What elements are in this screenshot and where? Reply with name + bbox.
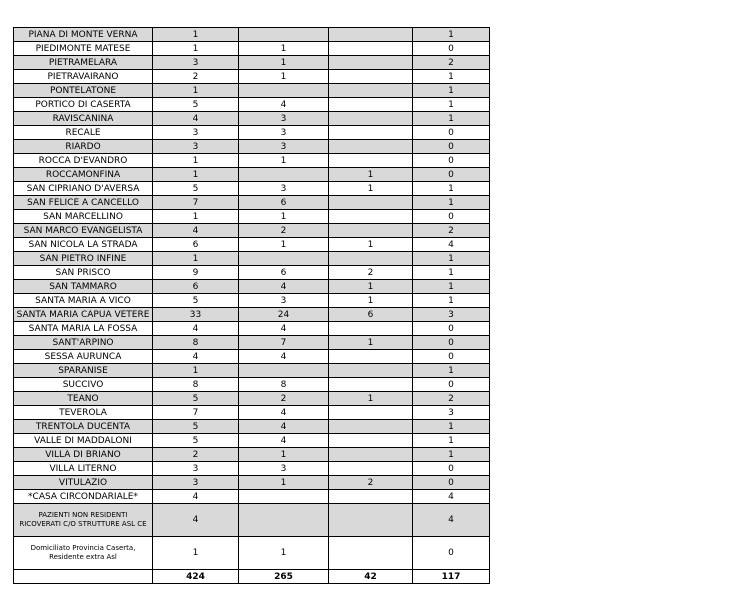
recovered-cell: 4 [239,280,329,294]
recovered-cell: 1 [239,448,329,462]
deceased-cell [329,406,413,420]
municipality-cell: SAN CIPRIANO D'AVERSA [14,182,153,196]
recovered-cell [239,252,329,266]
total-cases-cell: 2 [153,448,239,462]
deceased-cell [329,434,413,448]
municipality-cell [14,504,153,537]
positive-cell: 1 [413,364,490,378]
table-row [14,28,490,42]
positive-cell: 1 [413,84,490,98]
positive-cell: 4 [413,490,490,504]
table-row [14,490,490,504]
recovered-cell [239,28,329,42]
positive-cell: 1 [413,182,490,196]
positive-cell: 0 [413,336,490,350]
municipality-cell: SESSA AURUNCA [14,350,153,364]
recovered-cell [239,364,329,378]
deceased-cell [329,504,413,537]
total-cases-cell: 7 [153,196,239,210]
municipality-cell: TEANO [14,392,153,406]
table-row [14,112,490,126]
deceased-cell [329,448,413,462]
positive-cell: 4 [413,504,490,537]
recovered-cell: 1 [239,210,329,224]
recovered-cell: 4 [239,434,329,448]
table-row [14,392,490,406]
table-row [14,266,490,280]
recovered-cell: 4 [239,98,329,112]
table-row [14,420,490,434]
positive-cell: 2 [413,224,490,238]
total-cases-cell: 1 [153,28,239,42]
recovered-cell: 2 [239,392,329,406]
recovered-cell: 4 [239,322,329,336]
table-row [14,462,490,476]
deceased-cell [329,224,413,238]
positive-cell: 1 [413,98,490,112]
deceased-cell [329,537,413,570]
total-cases-cell: 1 [153,84,239,98]
total-cases-cell: 4 [153,224,239,238]
table-row [14,210,490,224]
recovered-cell: 6 [239,196,329,210]
deceased-cell [329,70,413,84]
total-cases-cell: 6 [153,280,239,294]
recovered-cell: 3 [239,462,329,476]
municipality-cell: PIEDIMONTE MATESE [14,42,153,56]
table-row [14,84,490,98]
municipality-cell: PONTELATONE [14,84,153,98]
positive-cell: 0 [413,462,490,476]
total-cases-cell: 5 [153,294,239,308]
total-cases-cell: 3 [153,56,239,70]
deceased-cell [329,252,413,266]
note-line: Residente extra Asl [49,553,117,561]
positive-cell: 0 [413,210,490,224]
table-row [14,294,490,308]
municipality-cell: VILLA DI BRIANO [14,448,153,462]
total-cases-cell: 2 [153,70,239,84]
table-row [14,70,490,84]
total-cases-cell: 7 [153,406,239,420]
deceased-cell [329,98,413,112]
positive-cell: 0 [413,126,490,140]
table-row [14,196,490,210]
municipality-cell: PORTICO DI CASERTA [14,98,153,112]
positive-cell: 1 [413,448,490,462]
municipality-cell: VILLA LITERNO [14,462,153,476]
municipality-cell: RECALE [14,126,153,140]
positive-cell: 117 [413,570,490,584]
municipality-cell: SANTA MARIA A VICO [14,294,153,308]
positive-cell: 1 [413,280,490,294]
municipality-cell: TEVEROLA [14,406,153,420]
positive-cell: 0 [413,154,490,168]
total-cases-cell: 5 [153,420,239,434]
note-line: PAZIENTI NON RESIDENTI [38,511,128,519]
recovered-cell: 2 [239,224,329,238]
positive-cell: 4 [413,238,490,252]
recovered-cell [239,490,329,504]
positive-cell: 0 [413,168,490,182]
recovered-cell: 1 [239,537,329,570]
total-cases-cell: 6 [153,238,239,252]
table-row [14,56,490,70]
total-cases-cell: 8 [153,378,239,392]
recovered-cell: 3 [239,140,329,154]
deceased-cell: 1 [329,336,413,350]
total-cases-cell: 4 [153,504,239,537]
recovered-cell: 1 [239,42,329,56]
municipality-cell: RAVISCANINA [14,112,153,126]
municipality-cell: SANTA MARIA CAPUA VETERE [14,308,153,322]
recovered-cell [239,168,329,182]
positive-cell: 1 [413,434,490,448]
table-row [14,364,490,378]
total-cases-cell: 1 [153,210,239,224]
positive-cell: 0 [413,42,490,56]
table-row [14,140,490,154]
total-cases-cell: 1 [153,154,239,168]
positive-cell: 0 [413,476,490,490]
recovered-cell: 1 [239,476,329,490]
recovered-cell: 4 [239,406,329,420]
deceased-cell: 42 [329,570,413,584]
municipality-cell: PIANA DI MONTE VERNA [14,28,153,42]
municipality-cell: ROCCA D'EVANDRO [14,154,153,168]
recovered-cell: 24 [239,308,329,322]
deceased-cell [329,420,413,434]
recovered-cell: 7 [239,336,329,350]
table-row [14,280,490,294]
table-row [14,182,490,196]
positive-cell: 0 [413,537,490,570]
municipality-cell: SUCCIVO [14,378,153,392]
municipality-cell: SANTA MARIA LA FOSSA [14,322,153,336]
municipality-cell: SANT'ARPINO [14,336,153,350]
table-row [14,238,490,252]
table-row [14,98,490,112]
municipality-cell: RIARDO [14,140,153,154]
deceased-cell: 1 [329,238,413,252]
municipality-cell: SPARANISE [14,364,153,378]
deceased-cell [329,28,413,42]
recovered-cell: 6 [239,266,329,280]
positive-cell: 1 [413,196,490,210]
municipality-cell: *CASA CIRCONDARIALE* [14,490,153,504]
municipality-cell: SAN PIETRO INFINE [14,252,153,266]
recovered-cell: 1 [239,70,329,84]
positive-cell: 2 [413,56,490,70]
table-row [14,42,490,56]
municipality-cell: PIETRAMELARA [14,56,153,70]
deceased-cell [329,322,413,336]
positive-cell: 3 [413,308,490,322]
table-row [14,154,490,168]
deceased-cell [329,462,413,476]
total-cases-cell: 1 [153,42,239,56]
positive-cell: 3 [413,406,490,420]
municipality-cell: SAN FELICE A CANCELLO [14,196,153,210]
deceased-cell [329,378,413,392]
table-row [14,322,490,336]
recovered-cell: 1 [239,238,329,252]
total-cases-cell: 5 [153,434,239,448]
deceased-cell [329,154,413,168]
municipality-cell: SAN MARCELLINO [14,210,153,224]
positive-cell: 1 [413,420,490,434]
total-cases-cell: 8 [153,336,239,350]
deceased-cell [329,42,413,56]
positive-cell: 2 [413,392,490,406]
total-cases-cell: 33 [153,308,239,322]
deceased-cell: 1 [329,392,413,406]
total-cases-cell: 5 [153,182,239,196]
total-cases-cell: 3 [153,476,239,490]
total-cases-cell: 1 [153,252,239,266]
table-row [14,350,490,364]
recovered-cell: 4 [239,420,329,434]
deceased-cell [329,56,413,70]
deceased-cell [329,364,413,378]
positive-cell: 0 [413,350,490,364]
data-table-container [13,27,489,584]
recovered-cell: 3 [239,294,329,308]
total-cases-cell: 4 [153,112,239,126]
deceased-cell: 1 [329,294,413,308]
total-cases-cell: 3 [153,462,239,476]
table-row [14,406,490,420]
total-cases-cell: 9 [153,266,239,280]
table-row [14,448,490,462]
municipality-cases-table [13,27,490,584]
deceased-cell [329,350,413,364]
total-cases-cell: 1 [153,537,239,570]
deceased-cell [329,490,413,504]
positive-cell: 0 [413,378,490,392]
municipality-cell: SAN PRISCO [14,266,153,280]
deceased-cell: 6 [329,308,413,322]
note-line: Domiciliato Provincia Caserta, [30,544,136,552]
municipality-cell: ROCCAMONFINA [14,168,153,182]
municipality-cell: SAN TAMMARO [14,280,153,294]
table-row [14,126,490,140]
note-row [14,537,490,570]
recovered-cell [239,84,329,98]
table-row [14,308,490,322]
deceased-cell: 1 [329,168,413,182]
deceased-cell [329,210,413,224]
positive-cell: 0 [413,322,490,336]
recovered-cell: 265 [239,570,329,584]
positive-cell: 1 [413,252,490,266]
table-row [14,476,490,490]
total-cases-cell: 3 [153,126,239,140]
positive-cell: 1 [413,294,490,308]
municipality-cell: PIETRAVAIRANO [14,70,153,84]
totals-row [14,570,490,584]
recovered-cell: 4 [239,350,329,364]
recovered-cell: 1 [239,56,329,70]
table-row [14,168,490,182]
note-line: RICOVERATI C/O STRUTTURE ASL CE [19,520,147,528]
deceased-cell: 1 [329,280,413,294]
deceased-cell [329,196,413,210]
positive-cell: 1 [413,266,490,280]
recovered-cell: 3 [239,182,329,196]
municipality-cell: SAN MARCO EVANGELISTA [14,224,153,238]
recovered-cell [239,504,329,537]
deceased-cell [329,84,413,98]
table-body [14,28,490,584]
deceased-cell: 1 [329,182,413,196]
total-cases-cell: 5 [153,98,239,112]
municipality-cell: SAN NICOLA LA STRADA [14,238,153,252]
table-row [14,252,490,266]
municipality-cell [14,537,153,570]
total-cases-cell: 3 [153,140,239,154]
deceased-cell: 2 [329,266,413,280]
total-cases-cell: 5 [153,392,239,406]
note-row [14,504,490,537]
deceased-cell [329,140,413,154]
table-row [14,434,490,448]
municipality-cell [14,570,153,584]
positive-cell: 0 [413,140,490,154]
recovered-cell: 3 [239,126,329,140]
deceased-cell: 2 [329,476,413,490]
positive-cell: 1 [413,28,490,42]
table-row [14,378,490,392]
table-row [14,336,490,350]
total-cases-cell: 4 [153,490,239,504]
municipality-cell: VITULAZIO [14,476,153,490]
positive-cell: 1 [413,70,490,84]
deceased-cell [329,126,413,140]
municipality-cell: VALLE DI MADDALONI [14,434,153,448]
total-cases-cell: 424 [153,570,239,584]
total-cases-cell: 4 [153,322,239,336]
total-cases-cell: 1 [153,168,239,182]
total-cases-cell: 4 [153,350,239,364]
deceased-cell [329,112,413,126]
municipality-cell: TRENTOLA DUCENTA [14,420,153,434]
recovered-cell: 8 [239,378,329,392]
recovered-cell: 3 [239,112,329,126]
total-cases-cell: 1 [153,364,239,378]
positive-cell: 1 [413,112,490,126]
table-row [14,224,490,238]
recovered-cell: 1 [239,154,329,168]
